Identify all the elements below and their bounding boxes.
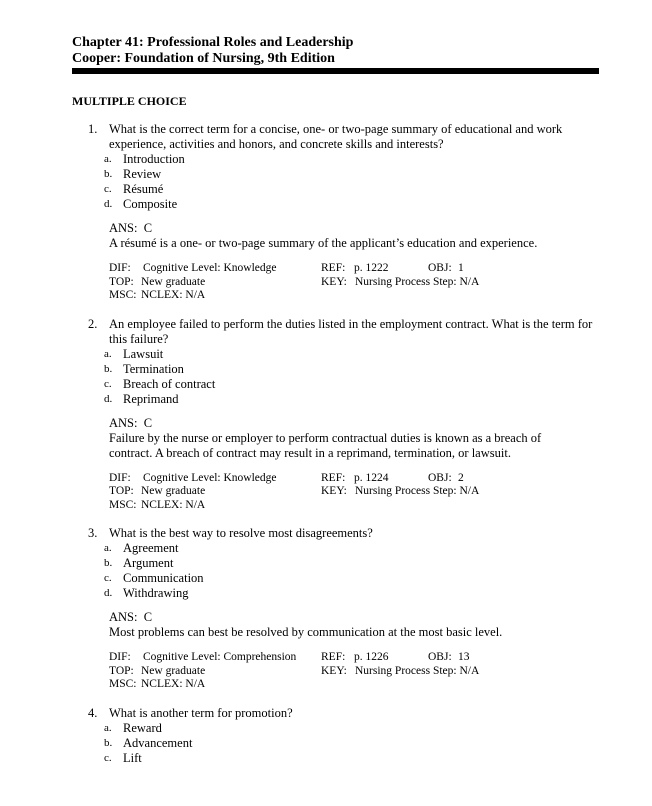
option-b (104, 736, 599, 751)
chapter-title: Chapter 41: Professional Roles and Leadership (72, 35, 354, 50)
question-metadata (109, 472, 599, 513)
question-1 (88, 122, 599, 303)
option-text: Composite (123, 197, 178, 211)
option-c (104, 751, 599, 766)
answer-block (109, 416, 599, 513)
answer-options (104, 347, 599, 407)
question-text: An employee failed to perform the duties listed in the employment contract. What is the term for this failure? (109, 316, 593, 346)
document-page (72, 35, 599, 766)
msc-label: MSC: (109, 678, 137, 690)
option-letter: b. (104, 168, 113, 180)
dif-label: DIF: (109, 471, 131, 484)
top-value: New graduate (141, 664, 206, 677)
answer-line (109, 221, 599, 236)
answer-value: C (143, 415, 153, 430)
ref-value: p. 1222 (354, 262, 389, 274)
answer-options (104, 541, 599, 601)
option-b (104, 167, 599, 182)
option-c (104, 377, 599, 392)
question-text: What is the correct term for a concise, one- or two-page summary of educational and work experience, activities and honors, and concrete skills and interests? (109, 122, 563, 151)
book-title: Cooper: Foundation of Nursing, 9th Edition (72, 51, 335, 66)
question-number: 3. (88, 526, 98, 540)
question-number: 4. (88, 705, 98, 720)
option-text: Reward (123, 720, 162, 735)
answer-value: C (143, 610, 153, 624)
question-number: 1. (88, 122, 98, 136)
msc-label: MSC: (109, 289, 137, 301)
key-value: Nursing Process Step: N/A (355, 275, 480, 288)
option-d (104, 197, 599, 212)
option-d (104, 586, 599, 601)
answer-block (109, 221, 599, 303)
header-rule (72, 68, 599, 74)
option-letter: c. (104, 572, 112, 584)
question-number: 2. (88, 316, 98, 331)
option-text: Termination (123, 361, 184, 376)
question-3 (88, 526, 599, 692)
question-metadata (109, 262, 599, 303)
top-label: TOP: (109, 664, 134, 677)
answer-line (109, 610, 599, 625)
option-letter: b. (104, 557, 113, 569)
option-a (104, 152, 599, 167)
key-value: Nursing Process Step: N/A (355, 485, 480, 497)
ref-label: REF: (321, 651, 346, 663)
option-c (104, 182, 599, 197)
answer-line (109, 416, 599, 431)
question-metadata (109, 651, 599, 692)
key-label: KEY: (321, 664, 347, 677)
option-letter: d. (104, 392, 113, 405)
option-b (104, 362, 599, 377)
msc-value: NCLEX: N/A (141, 498, 206, 511)
option-letter: d. (104, 587, 113, 599)
answer-options (104, 152, 599, 212)
key-label: KEY: (321, 275, 347, 288)
answer-value: C (143, 221, 153, 235)
obj-value: 2 (458, 471, 464, 484)
option-text: Argument (123, 556, 174, 570)
obj-value: 1 (458, 262, 464, 274)
option-letter: a. (104, 721, 112, 734)
top-label: TOP: (109, 485, 134, 497)
obj-label: OBJ: (428, 471, 452, 484)
obj-value: 13 (458, 651, 470, 663)
option-text: Breach of contract (123, 376, 216, 391)
option-text: Introduction (123, 152, 185, 166)
obj-label: OBJ: (428, 262, 452, 274)
option-text: Advancement (123, 735, 193, 750)
option-letter: b. (104, 362, 113, 375)
option-text: Lawsuit (123, 346, 164, 361)
ref-value: p. 1226 (354, 651, 389, 663)
option-letter: b. (104, 736, 113, 749)
dif-value: Cognitive Level: Comprehension (143, 651, 297, 663)
option-c (104, 571, 599, 586)
option-a (104, 541, 599, 556)
msc-value: NCLEX: N/A (141, 678, 206, 690)
option-a (104, 721, 599, 736)
dif-label: DIF: (109, 651, 131, 663)
ref-value: p. 1224 (354, 471, 389, 484)
rationale: A résumé is a one- or two-page summary of the applicant’s education and experience. (109, 236, 538, 250)
obj-label: OBJ: (428, 651, 452, 663)
rationale: Most problems can best be resolved by communication at the most basic level. (109, 625, 503, 639)
option-text: Reprimand (123, 391, 179, 406)
option-text: Communication (123, 571, 204, 585)
dif-value: Cognitive Level: Knowledge (143, 262, 277, 274)
option-text: Agreement (123, 541, 179, 555)
option-letter: a. (104, 542, 112, 554)
option-text: Lift (123, 750, 142, 765)
dif-value: Cognitive Level: Knowledge (143, 471, 277, 484)
option-letter: d. (104, 198, 113, 210)
option-text: Review (123, 167, 162, 181)
answer-label: ANS: (109, 610, 138, 624)
option-letter: c. (104, 751, 112, 764)
dif-label: DIF: (109, 262, 131, 274)
document-header (72, 35, 599, 74)
question-text: What is the best way to resolve most disagreements? (109, 526, 373, 540)
ref-label: REF: (321, 471, 346, 484)
rationale: Failure by the nurse or employer to perform contractual duties is known as a breach of contract. A breach of contract may result in a reprimand, termination, or lawsuit. (109, 430, 542, 460)
answer-block (109, 610, 599, 692)
key-label: KEY: (321, 485, 347, 497)
top-value: New graduate (141, 485, 206, 497)
key-value: Nursing Process Step: N/A (355, 664, 480, 677)
answer-label: ANS: (109, 221, 138, 235)
question-text: What is another term for promotion? (109, 705, 293, 720)
question-4 (88, 706, 599, 766)
option-text: Withdrawing (123, 586, 189, 600)
question-2 (88, 317, 599, 513)
section-title: MULTIPLE CHOICE (72, 94, 187, 108)
msc-value: NCLEX: N/A (141, 289, 206, 301)
option-b (104, 556, 599, 571)
ref-label: REF: (321, 262, 346, 274)
msc-label: MSC: (109, 498, 137, 511)
answer-label: ANS: (109, 415, 138, 430)
option-letter: a. (104, 153, 112, 165)
option-letter: c. (104, 377, 112, 390)
option-text: Résumé (123, 182, 164, 196)
option-letter: a. (104, 347, 112, 360)
answer-options (104, 721, 599, 766)
option-d (104, 392, 599, 407)
top-value: New graduate (141, 275, 206, 288)
top-label: TOP: (109, 275, 134, 288)
option-letter: c. (104, 183, 112, 195)
option-a (104, 347, 599, 362)
